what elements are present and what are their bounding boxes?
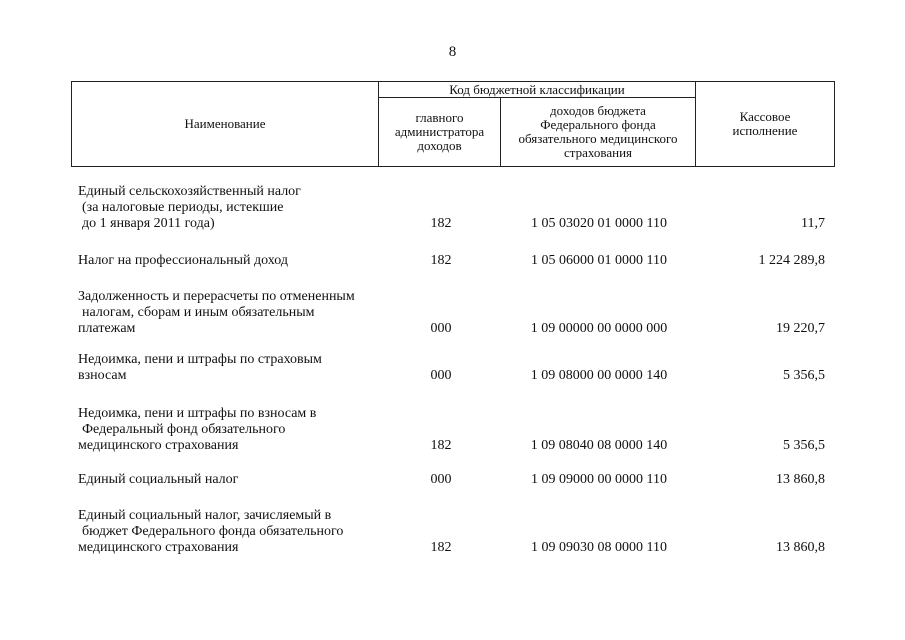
row-budget-code: 1 05 03020 01 0000 110 bbox=[531, 216, 667, 231]
row-name-line: Недоимка, пени и штрафы по взносам в bbox=[78, 406, 317, 421]
row-name-line: Налог на профессиональный доход bbox=[78, 253, 288, 268]
row-budget-code: 1 09 00000 00 0000 000 bbox=[530, 321, 668, 336]
row-amount: 13 860,8 bbox=[776, 540, 825, 555]
row-admin-code: 000 bbox=[430, 472, 452, 487]
row-name-line: Недоимка, пени и штрафы по страховым bbox=[78, 352, 322, 367]
row-name-line: налогам, сборам и иным обязательным bbox=[82, 305, 315, 320]
row-name bbox=[78, 289, 378, 337]
row-budget-code: 1 05 06000 01 0000 110 bbox=[531, 253, 667, 268]
row-budget-code: 1 09 08000 00 0000 140 bbox=[530, 368, 668, 383]
row-name bbox=[78, 472, 378, 488]
row-name bbox=[78, 352, 378, 384]
row-amount: 5 356,5 bbox=[783, 438, 825, 453]
row-admin-code: 000 bbox=[430, 321, 452, 336]
header-income: доходов бюджета Федерального фонда обязательного медицинского страхования bbox=[501, 98, 696, 167]
row-name-line: до 1 января 2011 года) bbox=[82, 216, 215, 231]
row-name bbox=[78, 406, 378, 454]
table-row bbox=[0, 253, 905, 269]
row-amount: 11,7 bbox=[801, 216, 825, 231]
table-row bbox=[0, 508, 905, 556]
row-budget-code: 1 09 08040 08 0000 140 bbox=[530, 438, 668, 453]
row-admin-code: 000 bbox=[430, 368, 452, 383]
header-execution: Кассовое исполнение bbox=[696, 82, 835, 167]
row-name-line: (за налоговые периоды, истекшие bbox=[82, 200, 284, 215]
row-name-line: Единый сельскохозяйственный налог bbox=[78, 184, 301, 199]
row-admin-code: 182 bbox=[430, 540, 452, 555]
table-row bbox=[0, 406, 905, 454]
row-name bbox=[78, 253, 378, 269]
row-admin-code: 182 bbox=[430, 216, 452, 231]
row-name bbox=[78, 184, 378, 232]
row-name-line: Единый социальный налог bbox=[78, 472, 239, 487]
row-name-line: платежам bbox=[78, 321, 136, 336]
row-name bbox=[78, 508, 378, 556]
row-amount: 1 224 289,8 bbox=[758, 253, 825, 268]
row-amount: 19 220,7 bbox=[776, 321, 825, 336]
table-header bbox=[71, 81, 835, 167]
row-name-line: бюджет Федерального фонда обязательного bbox=[82, 524, 344, 539]
row-name-line: Единый социальный налог, зачисляемый в bbox=[78, 508, 332, 523]
row-name-line: взносам bbox=[78, 368, 127, 383]
row-admin-code: 182 bbox=[430, 438, 452, 453]
table-row bbox=[0, 472, 905, 488]
row-name-line: Федеральный фонд обязательного bbox=[82, 422, 286, 437]
header-admin: главного администратора доходов bbox=[379, 98, 501, 167]
table-row bbox=[0, 184, 905, 232]
row-budget-code: 1 09 09030 08 0000 110 bbox=[531, 540, 667, 555]
row-amount: 5 356,5 bbox=[783, 368, 825, 383]
header-name: Наименование bbox=[72, 82, 379, 167]
header-budget-code: Код бюджетной классификации bbox=[379, 82, 696, 98]
table-row bbox=[0, 352, 905, 384]
row-name-line: медицинского страхования bbox=[78, 540, 239, 555]
row-budget-code: 1 09 09000 00 0000 110 bbox=[531, 472, 667, 487]
row-name-line: Задолженность и перерасчеты по отмененным bbox=[78, 289, 355, 304]
row-name-line: медицинского страхования bbox=[78, 438, 239, 453]
row-amount: 13 860,8 bbox=[776, 472, 825, 487]
row-admin-code: 182 bbox=[430, 253, 452, 268]
page-number: 8 bbox=[448, 44, 457, 60]
table-row bbox=[0, 289, 905, 337]
